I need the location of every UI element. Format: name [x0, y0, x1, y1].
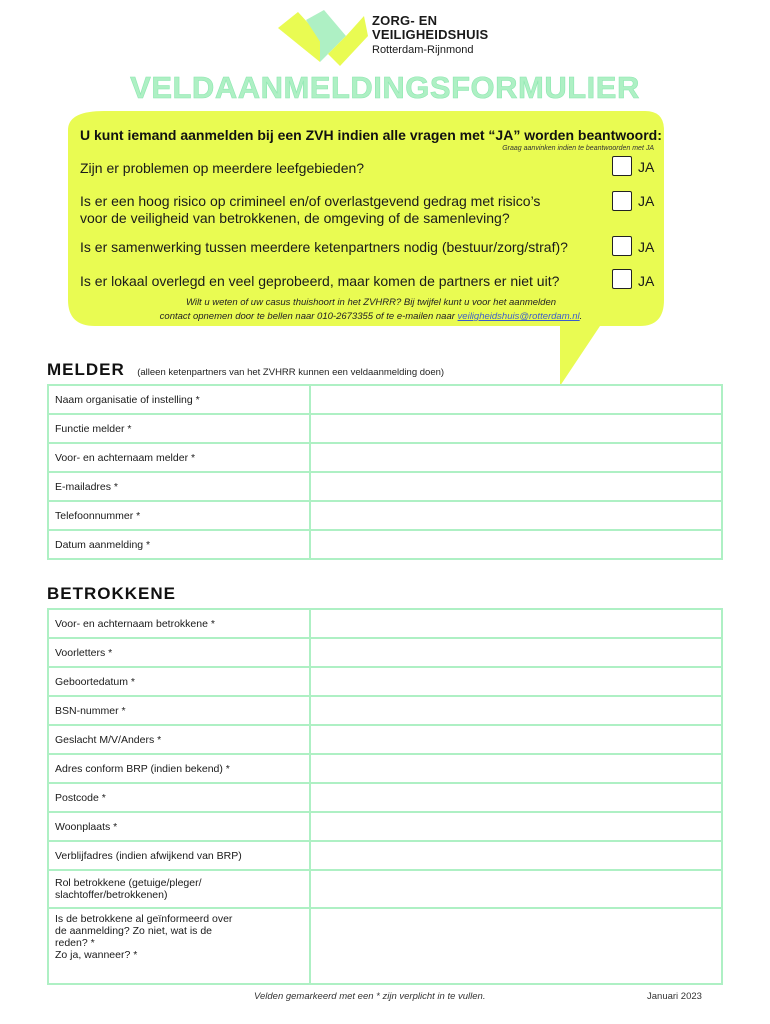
field-label: Voor- en achternaam betrokkene * [48, 609, 310, 638]
melder-subtitle: (alleen ketenpartners van het ZVHRR kunnen een veldaanmelding doen) [137, 367, 445, 378]
contact-note-text: contact opnemen door te bellen naar 010-2673355 of te e-mailen naar [159, 311, 455, 322]
residence-address-input[interactable] [310, 841, 722, 870]
field-label [48, 908, 310, 984]
betrokkene-table [47, 608, 723, 985]
field-label-line: reden? * [55, 937, 95, 949]
logo-mark-icon [276, 6, 368, 68]
table-row [48, 667, 722, 696]
field-label: Adres conform BRP (indien bekend) * [48, 754, 310, 783]
field-label: E-mailadres * [48, 472, 310, 501]
postcode-input[interactable] [310, 783, 722, 812]
melder-title: MELDER [47, 360, 125, 379]
logo-text [372, 14, 488, 57]
question-3-answer: JA [638, 239, 655, 255]
betrokkene-title: BETROKKENE [47, 584, 177, 603]
table-row [48, 638, 722, 667]
question-2 [80, 193, 540, 227]
contact-note-end: . [579, 311, 583, 322]
table-row [48, 870, 722, 908]
hint-text: Graag aanvinken indien te beantwoorden met JA [502, 145, 654, 152]
question-2-answer: JA [638, 193, 655, 209]
table-row [48, 725, 722, 754]
initials-input[interactable] [310, 638, 722, 667]
contact-note-line2 [80, 310, 662, 324]
melder-name-input[interactable] [310, 443, 722, 472]
table-row [48, 783, 722, 812]
field-label: Verblijfadres (indien afwijkend van BRP) [48, 841, 310, 870]
bsn-input[interactable] [310, 696, 722, 725]
city-input[interactable] [310, 812, 722, 841]
question-4-answer: JA [638, 273, 655, 289]
footer-note: Velden gemarkeerd met een * zijn verplicht in te vullen. [254, 991, 486, 1002]
table-row [48, 472, 722, 501]
field-label: Geslacht M/V/Anders * [48, 725, 310, 754]
table-row [48, 530, 722, 559]
question-4-text: Is er lokaal overlegd en veel geprobeerd, maar komen de partners er niet uit? [80, 273, 560, 289]
logo-name-line1: ZORG- EN [372, 13, 438, 28]
informed-input[interactable] [310, 908, 722, 984]
field-label-line: Zo ja, wanneer? * [55, 949, 138, 961]
date-input[interactable] [310, 530, 722, 559]
question-3 [80, 239, 568, 256]
table-row [48, 443, 722, 472]
address-input[interactable] [310, 754, 722, 783]
table-row [48, 841, 722, 870]
logo-region: Rotterdam-Rijnmond [372, 44, 474, 56]
contact-note [80, 296, 662, 324]
question-1-checkbox[interactable] [612, 156, 632, 176]
phone-input[interactable] [310, 501, 722, 530]
gender-input[interactable] [310, 725, 722, 754]
field-label: Postcode * [48, 783, 310, 812]
table-row [48, 754, 722, 783]
field-label: Functie melder * [48, 414, 310, 443]
email-input[interactable] [310, 472, 722, 501]
role-input[interactable] [310, 870, 722, 908]
table-row [48, 812, 722, 841]
field-label: Geboortedatum * [48, 667, 310, 696]
field-label-line: slachtoffer/betrokkenen) [55, 889, 168, 901]
function-input[interactable] [310, 414, 722, 443]
intro-text: U kunt iemand aanmelden bij een ZVH indien alle vragen met “JA” worden beantwoord: [80, 127, 662, 143]
organisation-input[interactable] [310, 385, 722, 414]
question-1 [80, 160, 364, 177]
question-2-text-line1: Is er een hoog risico op crimineel en/of overlastgevend gedrag met risico’s [80, 193, 541, 209]
table-row [48, 908, 722, 984]
field-label: Telefoonnummer * [48, 501, 310, 530]
melder-heading [47, 360, 444, 380]
question-2-text-line2: voor de veiligheid van betrokkenen, de omgeving of de samenleving? [80, 210, 510, 226]
page-title: VELDAANMELDINGSFORMULIER [130, 70, 640, 105]
question-4-checkbox[interactable] [612, 269, 632, 289]
question-1-answer: JA [638, 159, 655, 175]
question-3-checkbox[interactable] [612, 236, 632, 256]
question-2-checkbox[interactable] [612, 191, 632, 211]
footer-date: Januari 2023 [647, 991, 702, 1002]
table-row [48, 696, 722, 725]
question-4 [80, 273, 559, 290]
field-label: Woonplaats * [48, 812, 310, 841]
table-row [48, 501, 722, 530]
melder-table [47, 384, 723, 560]
field-label: BSN-nummer * [48, 696, 310, 725]
contact-email-link[interactable]: veiligheidshuis@rotterdam.nl [457, 311, 580, 322]
betrokkene-name-input[interactable] [310, 609, 722, 638]
field-label-line: Rol betrokkene (getuige/pleger/ [55, 877, 202, 889]
contact-note-line1: Wilt u weten of uw casus thuishoort in het ZVHRR? Bij twijfel kunt u voor het aanmelden [185, 297, 557, 308]
question-1-text: Zijn er problemen op meerdere leefgebieden? [80, 160, 365, 176]
field-label: Voor- en achternaam melder * [48, 443, 310, 472]
field-label [48, 870, 310, 908]
field-label-line: de aanmelding? Zo niet, wat is de [55, 925, 213, 937]
field-label: Voorletters * [48, 638, 310, 667]
field-label: Naam organisatie of instelling * [48, 385, 310, 414]
field-label-line: Is de betrokkene al geïnformeerd over [55, 913, 233, 925]
question-3-text: Is er samenwerking tussen meerdere ketenpartners nodig (bestuur/zorg/straf)? [80, 239, 568, 255]
table-row [48, 414, 722, 443]
table-row [48, 609, 722, 638]
table-row [48, 385, 722, 414]
birthdate-input[interactable] [310, 667, 722, 696]
field-label: Datum aanmelding * [48, 530, 310, 559]
logo-name-line2: VEILIGHEIDSHUIS [372, 27, 489, 42]
